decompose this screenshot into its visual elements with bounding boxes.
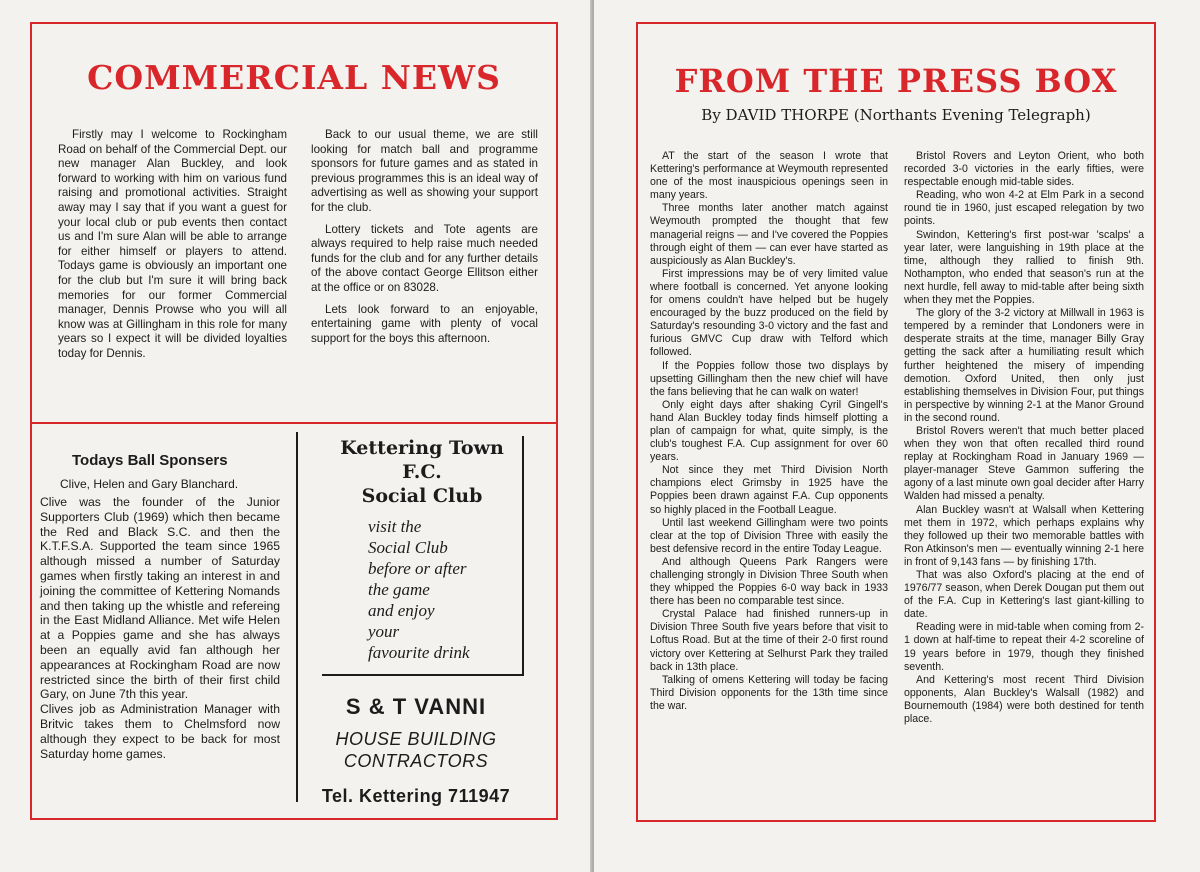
commercial-news-col1 bbox=[58, 128, 287, 362]
ball-sponsors-para1: Clive was the founder of the Junior Supporters Club (1969) which then became the Red and Black S.C. and then the K.T.F.S.A. Supported the team since 1965 although missed a number of Saturday games when firstly taking an interest in and joining the committee of Kettering Nomands and then taking up the whistle and refereing in the East Midland Alliance. Met wife Helen at a Poppies game and she has always been an equally avid fan although her appearances at Rockingham Road are now restricted since the birth of their first child Gary, on June 7th this year. bbox=[40, 495, 280, 702]
ball-sponsors-heading: Todays Ball Sponsers bbox=[72, 452, 228, 469]
vanni-ad bbox=[300, 694, 532, 807]
paragraph: Only eight days after shaking Cyril Gingell's hand Alan Buckley today finds himself plotting a plan of campaign for what, quite simply, is the club's toughest F.A. Cup assignment for over 60 years. bbox=[650, 398, 888, 464]
paragraph: AT the start of the season I wrote that Kettering's performance at Weymouth represented one of the most inauspicious openings seen in many years. bbox=[650, 150, 888, 202]
commercial-news-box bbox=[30, 22, 558, 424]
social-club-ad-lines bbox=[368, 516, 522, 663]
ad-line: and enjoy bbox=[368, 601, 435, 620]
paragraph: Lets look forward to an enjoyable, entertaining game with plenty of vocal support for the boys this afternoon. bbox=[311, 302, 538, 345]
commercial-news-title: COMMERCIAL NEWS bbox=[87, 58, 501, 97]
social-club-ad bbox=[322, 436, 524, 676]
left-page bbox=[0, 0, 592, 872]
vanni-ad-name: S & T VANNI bbox=[345, 694, 487, 719]
paragraph: That was also Oxford's placing at the end of 1976/77 season, when Derek Dougan put them out of the F.A. Cup in Kettering's last giant-killing to date. bbox=[904, 569, 1144, 621]
paragraph: Three months later another match against Weymouth prompted the thought that few managerial reigns — and I've covered the Poppies through eight of them — can ever have started as auspiciously as Alan Buckley's. bbox=[650, 202, 888, 267]
ad-line: the game bbox=[368, 580, 430, 599]
paragraph: Bristol Rovers weren't that much better placed when they won that often recalled third round replay at Rockingham Road in January 1969 — player-manager Steve Gammon suffering the agony of a last minute own goal decider after Harry Walden had missed a penalty. bbox=[904, 424, 1144, 503]
lower-box bbox=[30, 422, 558, 820]
paragraph: Reading, who won 4-2 at Elm Park in a second round tie in 1960, just escaped relegation by two points. bbox=[904, 189, 1144, 228]
ball-sponsors-names: Clive, Helen and Gary Blanchard. bbox=[60, 477, 239, 491]
vanni-ad-tel: Tel. Kettering 711947 bbox=[321, 786, 511, 806]
ad-line: visit the bbox=[368, 517, 422, 536]
paragraph: The glory of the 3-2 victory at Millwall in 1963 is tempered by a reminder that Londoners were in desperate straits at the time, manager Billy Gray getting the sack after a humiliating result which further heightened the misery of impending demotion. Oxford United, then only just establishing themselves in Division Four, put things in perspective by winning 2-1 at the Manor Ground in the second round. bbox=[904, 307, 1144, 424]
paragraph: Lottery tickets and Tote agents are always required to help raise much needed funds for the club and for any further details of the above contact George Ellitson either at the office or on 83028. bbox=[311, 222, 538, 294]
press-box-title: FROM THE PRESS BOX bbox=[674, 62, 1118, 100]
paragraph: And although Queens Park Rangers were challenging strongly in Division Three South when they whipped the Poppies 6-0 way back in 1933 there has been no comparable test since. bbox=[650, 555, 888, 608]
paragraph: Bristol Rovers and Leyton Orient, who both recorded 3-0 victories in the early fifties, were respectable enough mid-table sides. bbox=[904, 150, 1144, 189]
press-box-box bbox=[636, 22, 1156, 822]
ads-column bbox=[296, 432, 532, 806]
ad-line: favourite drink bbox=[368, 643, 470, 662]
paragraph: Swindon, Kettering's first post-war 'scalps' a year later, were languishing in 19th place at the time, although they rallied to finish 9th. Nothampton, who ended that season's run at the next hurdle, fell away to mid-table after being sixth when they met the Poppies. bbox=[904, 228, 1144, 307]
paragraph: Back to our usual theme, we are still looking for match ball and programme sponsors for future games and as stated in previous programmes this is an ideal way of advertising as well as showing your support for the club. bbox=[311, 128, 538, 214]
paragraph: Not since they met Third Division North champions elect Grimsby in 1925 have the Poppies been drawn against F.A. Cup opponents so highly placed in the Football League. bbox=[650, 464, 888, 516]
right-page bbox=[594, 0, 1200, 872]
ad-line: before or after bbox=[368, 559, 467, 578]
ball-sponsors-section bbox=[40, 452, 280, 761]
ad-line: your bbox=[368, 622, 400, 641]
paragraph: Talking of omens Kettering will today be facing Third Division opponents for the 13th time since the war. bbox=[650, 673, 888, 712]
paragraph: If the Poppies follow those two displays by upsetting Gillingham then the new chief will have the fans believing that he can walk on water! bbox=[650, 359, 888, 398]
paragraph: Until last weekend Gillingham were two points clear at the top of Division Three with easily the best defensive record in the entire Today League. bbox=[650, 516, 888, 555]
paragraph: Alan Buckley wasn't at Walsall when Kettering met them in 1972, which perhaps explains why they followed up their two memorable battles with Ron Atkinson's men — eventually winning 2-1 here in front of 9,143 fans — by finishing 17th. bbox=[904, 503, 1144, 568]
social-club-ad-title-1: Kettering Town F.C. bbox=[340, 437, 504, 483]
commercial-news-col2 bbox=[311, 128, 538, 362]
ball-sponsors-para2: Clives job as Administration Manager with Britvic takes them to Chelmsford now although they expect to be back for most Saturday home games. bbox=[40, 702, 280, 761]
paragraph: Reading were in mid-table when coming from 2-1 down at half-time to repeat their 4-2 scoreline of 19 years before in 1979, though they finished seventh. bbox=[904, 621, 1144, 673]
press-box-col2 bbox=[904, 150, 1144, 726]
ad-line: Social Club bbox=[368, 538, 448, 557]
paragraph: And Kettering's most recent Third Division opponents, Alan Buckley's Walsall (1982) and Bournemouth (1984) were both destined for tenth place. bbox=[904, 673, 1144, 726]
press-box-byline: By DAVID THORPE (Northants Evening Telegraph) bbox=[701, 106, 1091, 124]
social-club-ad-title-2: Social Club bbox=[361, 485, 483, 507]
paragraph: First impressions may be of very limited value where football is concerned. Yet anyone looking for omens couldn't have helped but be hugely encouraged by the buzz produced on the field by Saturday's resounding 3-0 victory and the fast and furious GMVC Cup draw with Telford which followed. bbox=[650, 267, 888, 359]
press-box-col1 bbox=[650, 150, 888, 726]
vanni-ad-trade-1: HOUSE BUILDING bbox=[335, 729, 497, 749]
paragraph: Crystal Palace had finished runners-up in Division Three South five years before that visit to Loftus Road. But at the time of their 2-0 first round victory over Kettering at Selhurst Park they trailed back in 13th place. bbox=[650, 608, 888, 673]
vanni-ad-trade-2: CONTRACTORS bbox=[343, 751, 489, 771]
paragraph: Firstly may I welcome to Rockingham Road on behalf of the Commercial Dept. our new manager Alan Buckley, and look forward to working with him on various fund raising and promotional activities. Straight away may I say that if you want a guest for your local club or pub events then contact us and I'm sure Alan will be able to arrange for either himself or players to attend. Todays game is obviously an important one for the club but I'm sure it will bring back memories for our former Commercial manager, Dennis Prowse who you will all know was at Gillingham in this role for many years so I expect it will be divided loyalties today for Dennis. bbox=[58, 128, 287, 360]
